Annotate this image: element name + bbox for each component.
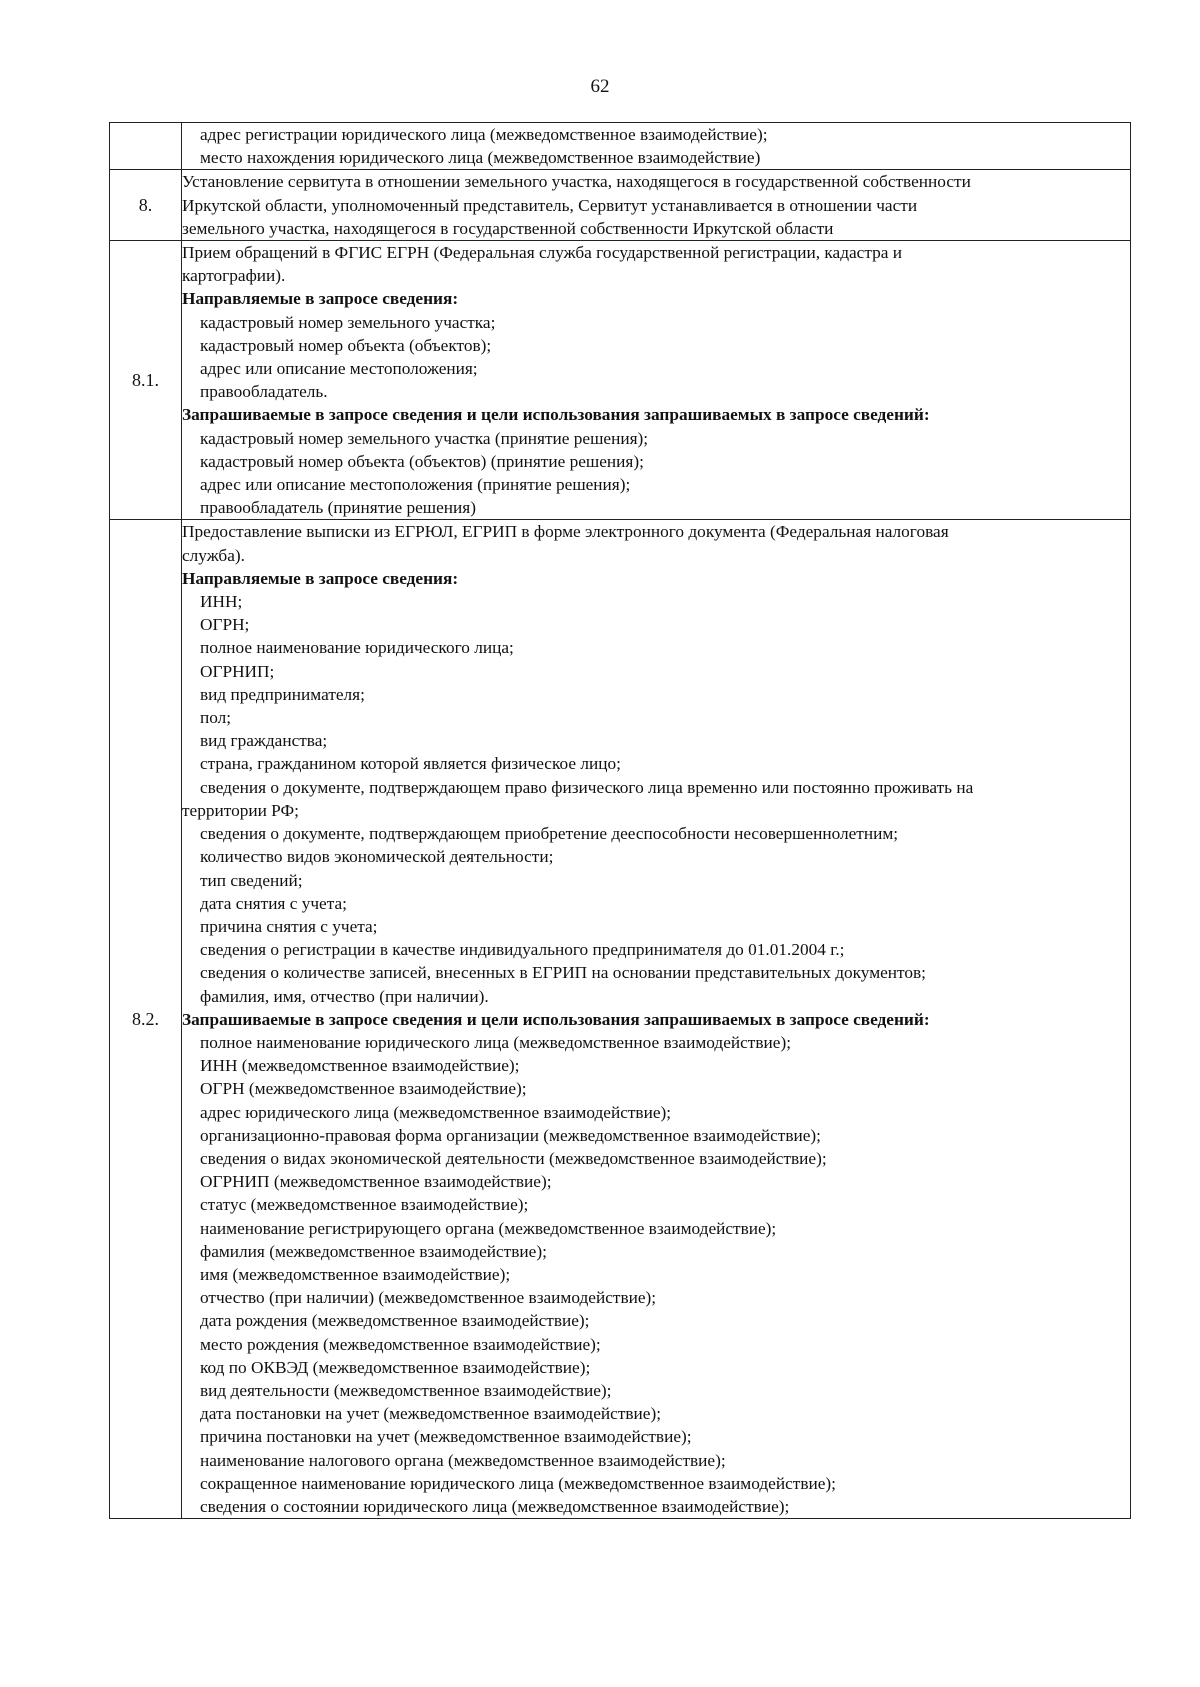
table-body xyxy=(110,123,1131,1519)
row-content-cell xyxy=(182,241,1131,520)
content-line: дата рождения (межведомственное взаимодействие); xyxy=(200,1311,590,1331)
content-line: адрес юридического лица (межведомственное взаимодействие); xyxy=(200,1102,672,1122)
content-line: правообладатель. xyxy=(200,382,328,402)
section-heading: Направляемые в запросе сведения: xyxy=(182,568,459,588)
content-line: территории РФ; xyxy=(182,800,299,820)
content-line: сведения о документе, подтверждающем право физического лица временно или постоянно проживать на xyxy=(200,777,974,797)
row-number-cell xyxy=(110,170,182,241)
content-line: вид гражданства; xyxy=(200,731,328,751)
table-row xyxy=(110,170,1131,241)
content-line: страна, гражданином которой является физическое лицо; xyxy=(200,754,621,774)
content-line: отчество (при наличии) (межведомственное взаимодействие); xyxy=(200,1288,657,1308)
content-line: сведения о количестве записей, внесенных в ЕГРИП на основании представительных документов; xyxy=(200,963,926,983)
content-line: земельного участка, находящегося в государственной собственности Иркутской области xyxy=(182,218,834,238)
content-line: ОГРН; xyxy=(200,615,250,635)
row-content-cell xyxy=(182,123,1131,170)
content-line: Прием обращений в ФГИС ЕГРН (Федеральная служба государственной регистрации, кадастра и xyxy=(182,243,902,263)
content-line: кадастровый номер объекта (объектов); xyxy=(200,335,492,355)
content-line: дата снятия с учета; xyxy=(200,893,347,913)
content-line: Предоставление выписки из ЕГРЮЛ, ЕГРИП в форме электронного документа (Федеральная налоговая xyxy=(182,522,949,542)
content-line: кадастровый номер объекта (объектов) (принятие решения); xyxy=(200,451,644,471)
content-line: кадастровый номер земельного участка (принятие решения); xyxy=(200,428,649,448)
content-line: место рождения (межведомственное взаимодействие); xyxy=(200,1334,601,1354)
row-number: 8.2. xyxy=(132,1008,159,1029)
content-line: причина постановки на учет (межведомственное взаимодействие); xyxy=(200,1427,692,1447)
content-line: наименование налогового органа (межведомственное взаимодействие); xyxy=(200,1450,726,1470)
content-line: служба). xyxy=(182,545,245,565)
content-line: адрес или описание местоположения; xyxy=(200,359,478,379)
page-number: 62 xyxy=(590,76,610,97)
table-row xyxy=(110,123,1131,170)
content-line: правообладатель (принятие решения) xyxy=(200,498,476,518)
content-line: полное наименование юридического лица (межведомственное взаимодействие); xyxy=(200,1032,791,1052)
section-heading: Направляемые в запросе сведения: xyxy=(182,289,459,309)
row-number-cell xyxy=(110,241,182,520)
row-number: 8. xyxy=(138,194,153,215)
content-line: сведения о документе, подтверждающем приобретение дееспособности несовершеннолетним; xyxy=(200,824,899,844)
content-line: сведения о видах экономической деятельности (межведомственное взаимодействие); xyxy=(200,1148,827,1168)
content-line: причина снятия с учета; xyxy=(200,916,378,936)
services-table xyxy=(109,122,1131,1519)
content-line: фамилия (межведомственное взаимодействие); xyxy=(200,1241,547,1261)
content-line: пол; xyxy=(200,708,232,728)
content-line: Иркутской области, уполномоченный представитель, Сервитут устанавливается в отношении части xyxy=(182,195,918,215)
content-line: адрес регистрации юридического лица (межведомственное взаимодействие); xyxy=(200,125,768,144)
section-heading: Запрашиваемые в запросе сведения и цели использования запрашиваемых в запросе сведений: xyxy=(182,1009,930,1029)
content-line: вид предпринимателя; xyxy=(200,684,365,704)
content-line: ИНН; xyxy=(200,592,243,612)
content-line: имя (межведомственное взаимодействие); xyxy=(200,1264,511,1284)
content-line: сокращенное наименование юридического лица (межведомственное взаимодействие); xyxy=(200,1473,836,1493)
content-line: тип сведений; xyxy=(200,870,303,890)
content-line: адрес или описание местоположения (принятие решения); xyxy=(200,475,631,495)
row-number-cell xyxy=(110,123,182,170)
content-line: вид деятельности (межведомственное взаимодействие); xyxy=(200,1380,612,1400)
content-line: фамилия, имя, отчество (при наличии). xyxy=(200,986,489,1006)
row-number: 8.1. xyxy=(132,369,159,390)
content-line: ОГРНИП; xyxy=(200,661,275,681)
content-line: ОГРН (межведомственное взаимодействие); xyxy=(200,1079,527,1099)
content-line: сведения о состоянии юридического лица (межведомственное взаимодействие); xyxy=(200,1496,790,1516)
content-line: ОГРНИП (межведомственное взаимодействие); xyxy=(200,1172,552,1192)
row-content-cell xyxy=(182,520,1131,1519)
content-line: наименование регистрирующего органа (межведомственное взаимодействие); xyxy=(200,1218,777,1238)
content-line: кадастровый номер земельного участка; xyxy=(200,312,496,332)
table-row xyxy=(110,241,1131,520)
content-line: организационно-правовая форма организации (межведомственное взаимодействие); xyxy=(200,1125,821,1145)
content-line: картографии). xyxy=(182,266,286,286)
row-number-cell xyxy=(110,520,182,1519)
content-line: код по ОКВЭД (межведомственное взаимодействие); xyxy=(200,1357,591,1377)
table-row xyxy=(110,520,1131,1519)
content-line: количество видов экономической деятельности; xyxy=(200,847,554,867)
content-line: сведения о регистрации в качестве индивидуального предпринимателя до 01.01.2004 г.; xyxy=(200,940,845,960)
content-line: полное наименование юридического лица; xyxy=(200,638,514,658)
content-line: ИНН (межведомственное взаимодействие); xyxy=(200,1056,520,1076)
content-line: статус (межведомственное взаимодействие); xyxy=(200,1195,529,1215)
content-line: Установление сервитута в отношении земельного участка, находящегося в государственной собственности xyxy=(182,172,971,192)
content-line: дата постановки на учет (межведомственное взаимодействие); xyxy=(200,1404,661,1424)
row-content-cell xyxy=(182,170,1131,241)
content-line: место нахождения юридического лица (межведомственное взаимодействие) xyxy=(200,148,761,168)
section-heading: Запрашиваемые в запросе сведения и цели использования запрашиваемых в запросе сведений: xyxy=(182,405,930,425)
